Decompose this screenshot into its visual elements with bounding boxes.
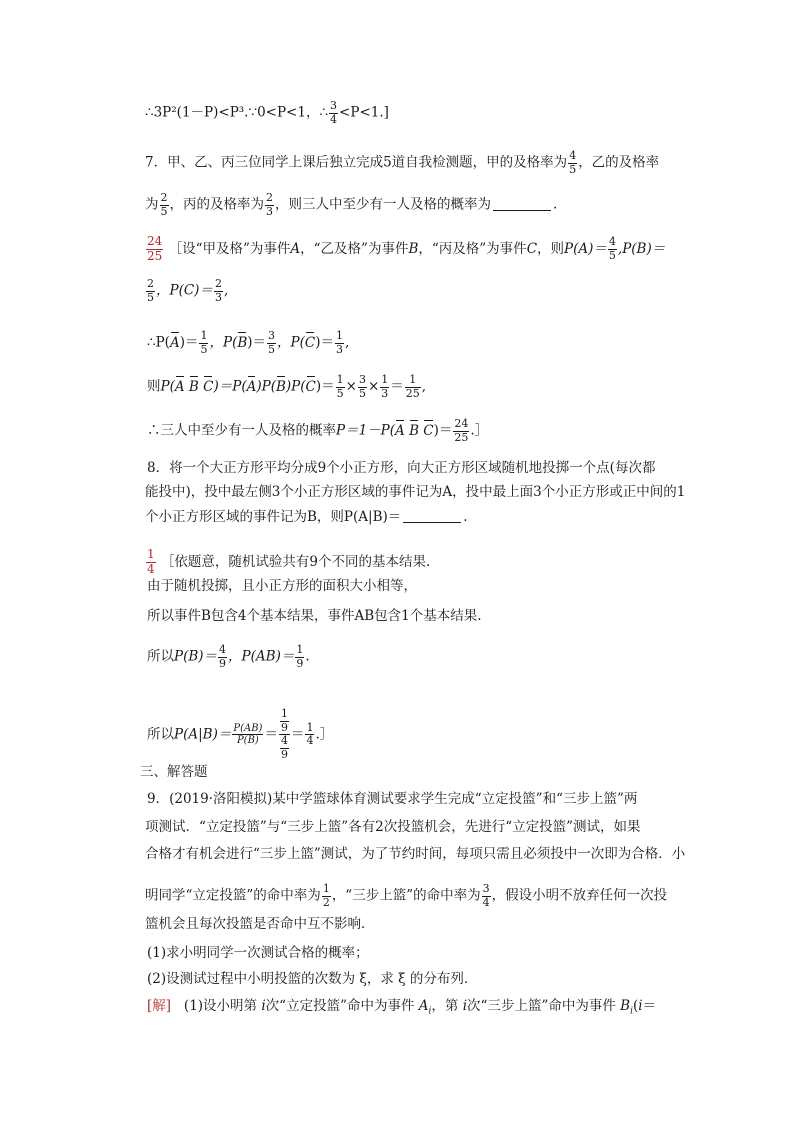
fraction: $\frac{1}{3}$ — [336, 329, 344, 356]
math-expr: ∴P( — [147, 334, 170, 351]
math-expr: P＝1－P( — [336, 422, 396, 439]
math-var-bar: B — [275, 378, 286, 395]
question-text: ，“三步上篮”的命中率为 — [331, 887, 481, 904]
math-var-bar: C — [305, 378, 316, 395]
answer-text: ∴三人中至少有一人及格的概率 — [147, 422, 336, 439]
question-9-part-1 — [147, 947, 369, 961]
answer-8-line-1 — [145, 548, 430, 577]
question-text: 为 — [145, 196, 159, 213]
math-var: B — [408, 240, 419, 257]
solution-text: ( — [632, 998, 639, 1014]
fraction: $\frac{4}{5}$ — [608, 235, 616, 262]
answer-text: ［设“甲及格”为事件 — [168, 240, 291, 257]
math-expr: )＝ — [315, 334, 335, 351]
fraction: $\frac{1}{9}$ — [296, 643, 304, 670]
answer-text: ，“乙及格”为事件 — [300, 240, 409, 257]
answer-text: ［依题意，随机试验共有9个不同的基本结果. — [160, 553, 431, 570]
question-text: (1)求小明同学一次测试合格的概率； — [147, 945, 369, 961]
fraction: $\frac{2}{3}$ — [266, 191, 273, 218]
comma: , — [223, 282, 229, 299]
question-9-line-3 — [145, 848, 685, 862]
question-7-line-1 — [145, 150, 659, 176]
fraction: $\frac{1}{2}$ — [322, 882, 330, 909]
equals: ＝ — [290, 726, 305, 743]
math-var-bar: C — [423, 422, 434, 439]
equals: ＝ — [264, 726, 278, 743]
question-text: ，乙的及格率 — [578, 154, 660, 171]
math-expr: P( — [160, 378, 175, 395]
math-expr: P(A|B)＝ — [174, 726, 232, 743]
answer-text: 由于随机投掷，且小正方形的面积大小相等， — [147, 578, 417, 594]
question-text: ，假设小明不放弃任何一次投 — [491, 887, 668, 904]
math-var: A — [290, 240, 301, 257]
answer-text: 所以 — [147, 648, 174, 665]
prev-solution-tail — [145, 100, 389, 126]
math-expr: ，P( — [277, 334, 305, 351]
fraction: $\frac{3}{5}$ — [268, 329, 276, 356]
math-var: i — [261, 998, 266, 1014]
fraction: $\frac{3}{4}$ — [330, 99, 338, 126]
answer-7-line-2 — [145, 278, 228, 304]
solution-text: 次“立定投篮”命中为事件 — [265, 998, 415, 1014]
period: . — [305, 648, 310, 665]
question-text: 明同学“立定投篮”的命中率为 — [145, 887, 321, 904]
fraction: $\frac{1}{3}$ — [381, 373, 389, 400]
fraction: $\frac{1}{5}$ — [200, 329, 208, 356]
fraction: $\frac{3}{4}$ — [482, 882, 490, 909]
subscript: i — [428, 1006, 432, 1017]
math-expr: ，P(AB)＝ — [228, 648, 295, 665]
solution-text: 次“三步上篮”命中为事件 — [467, 998, 616, 1014]
solution-text: ＝ — [642, 998, 657, 1014]
section-heading — [140, 766, 208, 780]
question-text: 9．(2019·洛阳模拟)某中学篮球体育测试要求学生完成“立定投篮”和“三步上篮”两 — [147, 791, 638, 807]
question-text: (2)设测试过程中小明投篮的次数为 ξ，求 ξ 的分布列． — [147, 971, 478, 987]
question-9-part-2 — [147, 973, 477, 987]
math-expr: ，P( — [209, 334, 238, 351]
math-expr: ,P(B)＝ — [617, 240, 666, 257]
answer-8-line-5 — [147, 708, 333, 762]
math-var-bar: A — [395, 422, 405, 439]
math-var: B — [620, 998, 631, 1014]
question-text: 7．甲、乙、丙三位同学上课后独立完成5道自我检测题，甲的及格率为 — [145, 154, 568, 171]
comma: , — [421, 378, 427, 395]
question-8-line-3 — [145, 511, 468, 525]
fraction: $\frac{2}{5}$ — [147, 277, 154, 304]
answer-text: 所以 — [147, 726, 174, 743]
math-var: A — [418, 998, 429, 1014]
math-var-bar: A — [169, 334, 180, 351]
math-var-bar: A — [246, 378, 257, 395]
math-var-bar: B — [237, 334, 248, 351]
prev-text-end: <P<1.] — [339, 104, 389, 121]
math-expr: P(B)＝ — [174, 648, 218, 665]
solution-text: (1)设小明第 — [183, 998, 258, 1014]
complex-fraction: $\frac{\frac{1}{9}}{\frac{4}{9}}$ — [280, 707, 288, 761]
answer-text: 则 — [147, 378, 161, 395]
math-expr: )＝P( — [213, 378, 247, 395]
answer-8-line-3 — [147, 610, 482, 624]
equals: ＝ — [390, 378, 404, 395]
question-8-line-1 — [147, 462, 655, 476]
fraction: $\frac{1}{5}$ — [336, 373, 344, 400]
times: × — [345, 378, 357, 395]
question-8-line-2 — [145, 486, 685, 500]
prev-text: ∴3P²(1－P)<P³.∵0<P<1，∴ — [145, 104, 329, 121]
answer-text: 所以事件B包含4个基本结果，事件AB包含1个基本结果. — [147, 608, 482, 624]
question-9-line-5 — [145, 918, 375, 932]
answer-text: .］ — [470, 422, 489, 439]
question-text: ，则三人中至少有一人及格的概率为 — [275, 196, 491, 213]
math-expr: )＝ — [247, 334, 267, 351]
answer-text: ，则 — [537, 240, 565, 257]
math-expr: )＝ — [433, 422, 453, 439]
fraction: $\frac{2}{5}$ — [160, 191, 168, 218]
question-9-line-2 — [145, 821, 641, 835]
question-text: 能投中)，投中最左侧3个小正方形区域的事件记为A，投中最上面3个小正方形或正中间的1 — [145, 484, 686, 500]
fraction: $\frac{3}{5}$ — [358, 373, 366, 400]
math-expr: )P( — [256, 378, 276, 395]
math-var-bar: C — [203, 378, 214, 395]
times: × — [367, 378, 380, 395]
answer-blank — [493, 210, 551, 211]
question-text: 合格才有机会进行“三步上篮”测试，为了节约时间，每项只需且必须投中一次即为合格．小 — [145, 846, 686, 862]
period: . — [553, 196, 558, 213]
answer-blank — [403, 522, 461, 523]
answer-text: .］ — [315, 726, 334, 743]
math-var-bar: B — [188, 378, 199, 395]
math-expr: )＝ — [315, 378, 335, 395]
math-expr: )＝ — [179, 334, 199, 351]
question-text: 篮机会且每次投篮是否命中互不影响． — [145, 916, 375, 932]
answer-fraction: $\frac{1}{4}$ — [147, 547, 155, 576]
solution-9-line-1 — [147, 1000, 656, 1017]
answer-8-line-4 — [147, 644, 310, 670]
question-text: ，丙的及格率为 — [169, 196, 264, 213]
subscript: i — [630, 1006, 633, 1017]
solution-text: ，第 — [431, 998, 459, 1014]
fraction: $\frac{1}{4}$ — [306, 720, 314, 748]
math-var-bar: A — [174, 378, 185, 395]
math-expr: )P( — [285, 378, 306, 395]
fraction: $\frac{1}{25}$ — [405, 373, 420, 400]
section-title: 三、解答题 — [140, 764, 208, 780]
answer-text: ，“丙及格”为事件 — [418, 240, 527, 257]
question-7-line-2 — [145, 192, 557, 218]
question-9-line-4 — [145, 883, 667, 909]
math-var: i — [462, 998, 468, 1014]
answer-7-line-4 — [147, 374, 426, 400]
fraction: $\frac{4}{5}$ — [569, 149, 577, 176]
answer-fraction: $\frac{24}{25}$ — [147, 234, 163, 263]
fraction: $\frac{2}{3}$ — [214, 277, 222, 304]
math-var-bar: B — [409, 422, 419, 439]
answer-7-line-3 — [147, 330, 349, 356]
answer-7-line-1 — [145, 235, 665, 264]
answer-7-line-5 — [147, 418, 488, 444]
question-text: 8．将一个大正方形平均分成9个小正方形，向大正方形区域随机地投掷一个点(每次都 — [147, 460, 656, 476]
question-9-line-1 — [147, 793, 637, 807]
period: . — [463, 509, 468, 525]
math-var-bar: C — [304, 334, 316, 351]
fraction: $\frac{P(AB)}{P(B)}$ — [233, 722, 263, 747]
comma: , — [345, 334, 350, 351]
fraction: $\frac{4}{9}$ — [219, 643, 227, 670]
math-expr: ，P(C)＝ — [156, 282, 213, 299]
question-text: 个小正方形区域的事件记为B，则P(A|B)＝ — [145, 509, 402, 525]
answer-8-line-2 — [147, 580, 417, 594]
solution-marker: [解] — [147, 998, 172, 1014]
fraction: $\frac{24}{25}$ — [454, 417, 469, 444]
math-var: C — [526, 240, 538, 257]
math-expr: P(A)＝ — [564, 240, 607, 257]
math-var: i — [638, 998, 643, 1014]
question-text: 项测试．“立定投篮”与“三步上篮”各有2次投篮机会，先进行“立定投篮”测试，如果 — [145, 819, 641, 835]
